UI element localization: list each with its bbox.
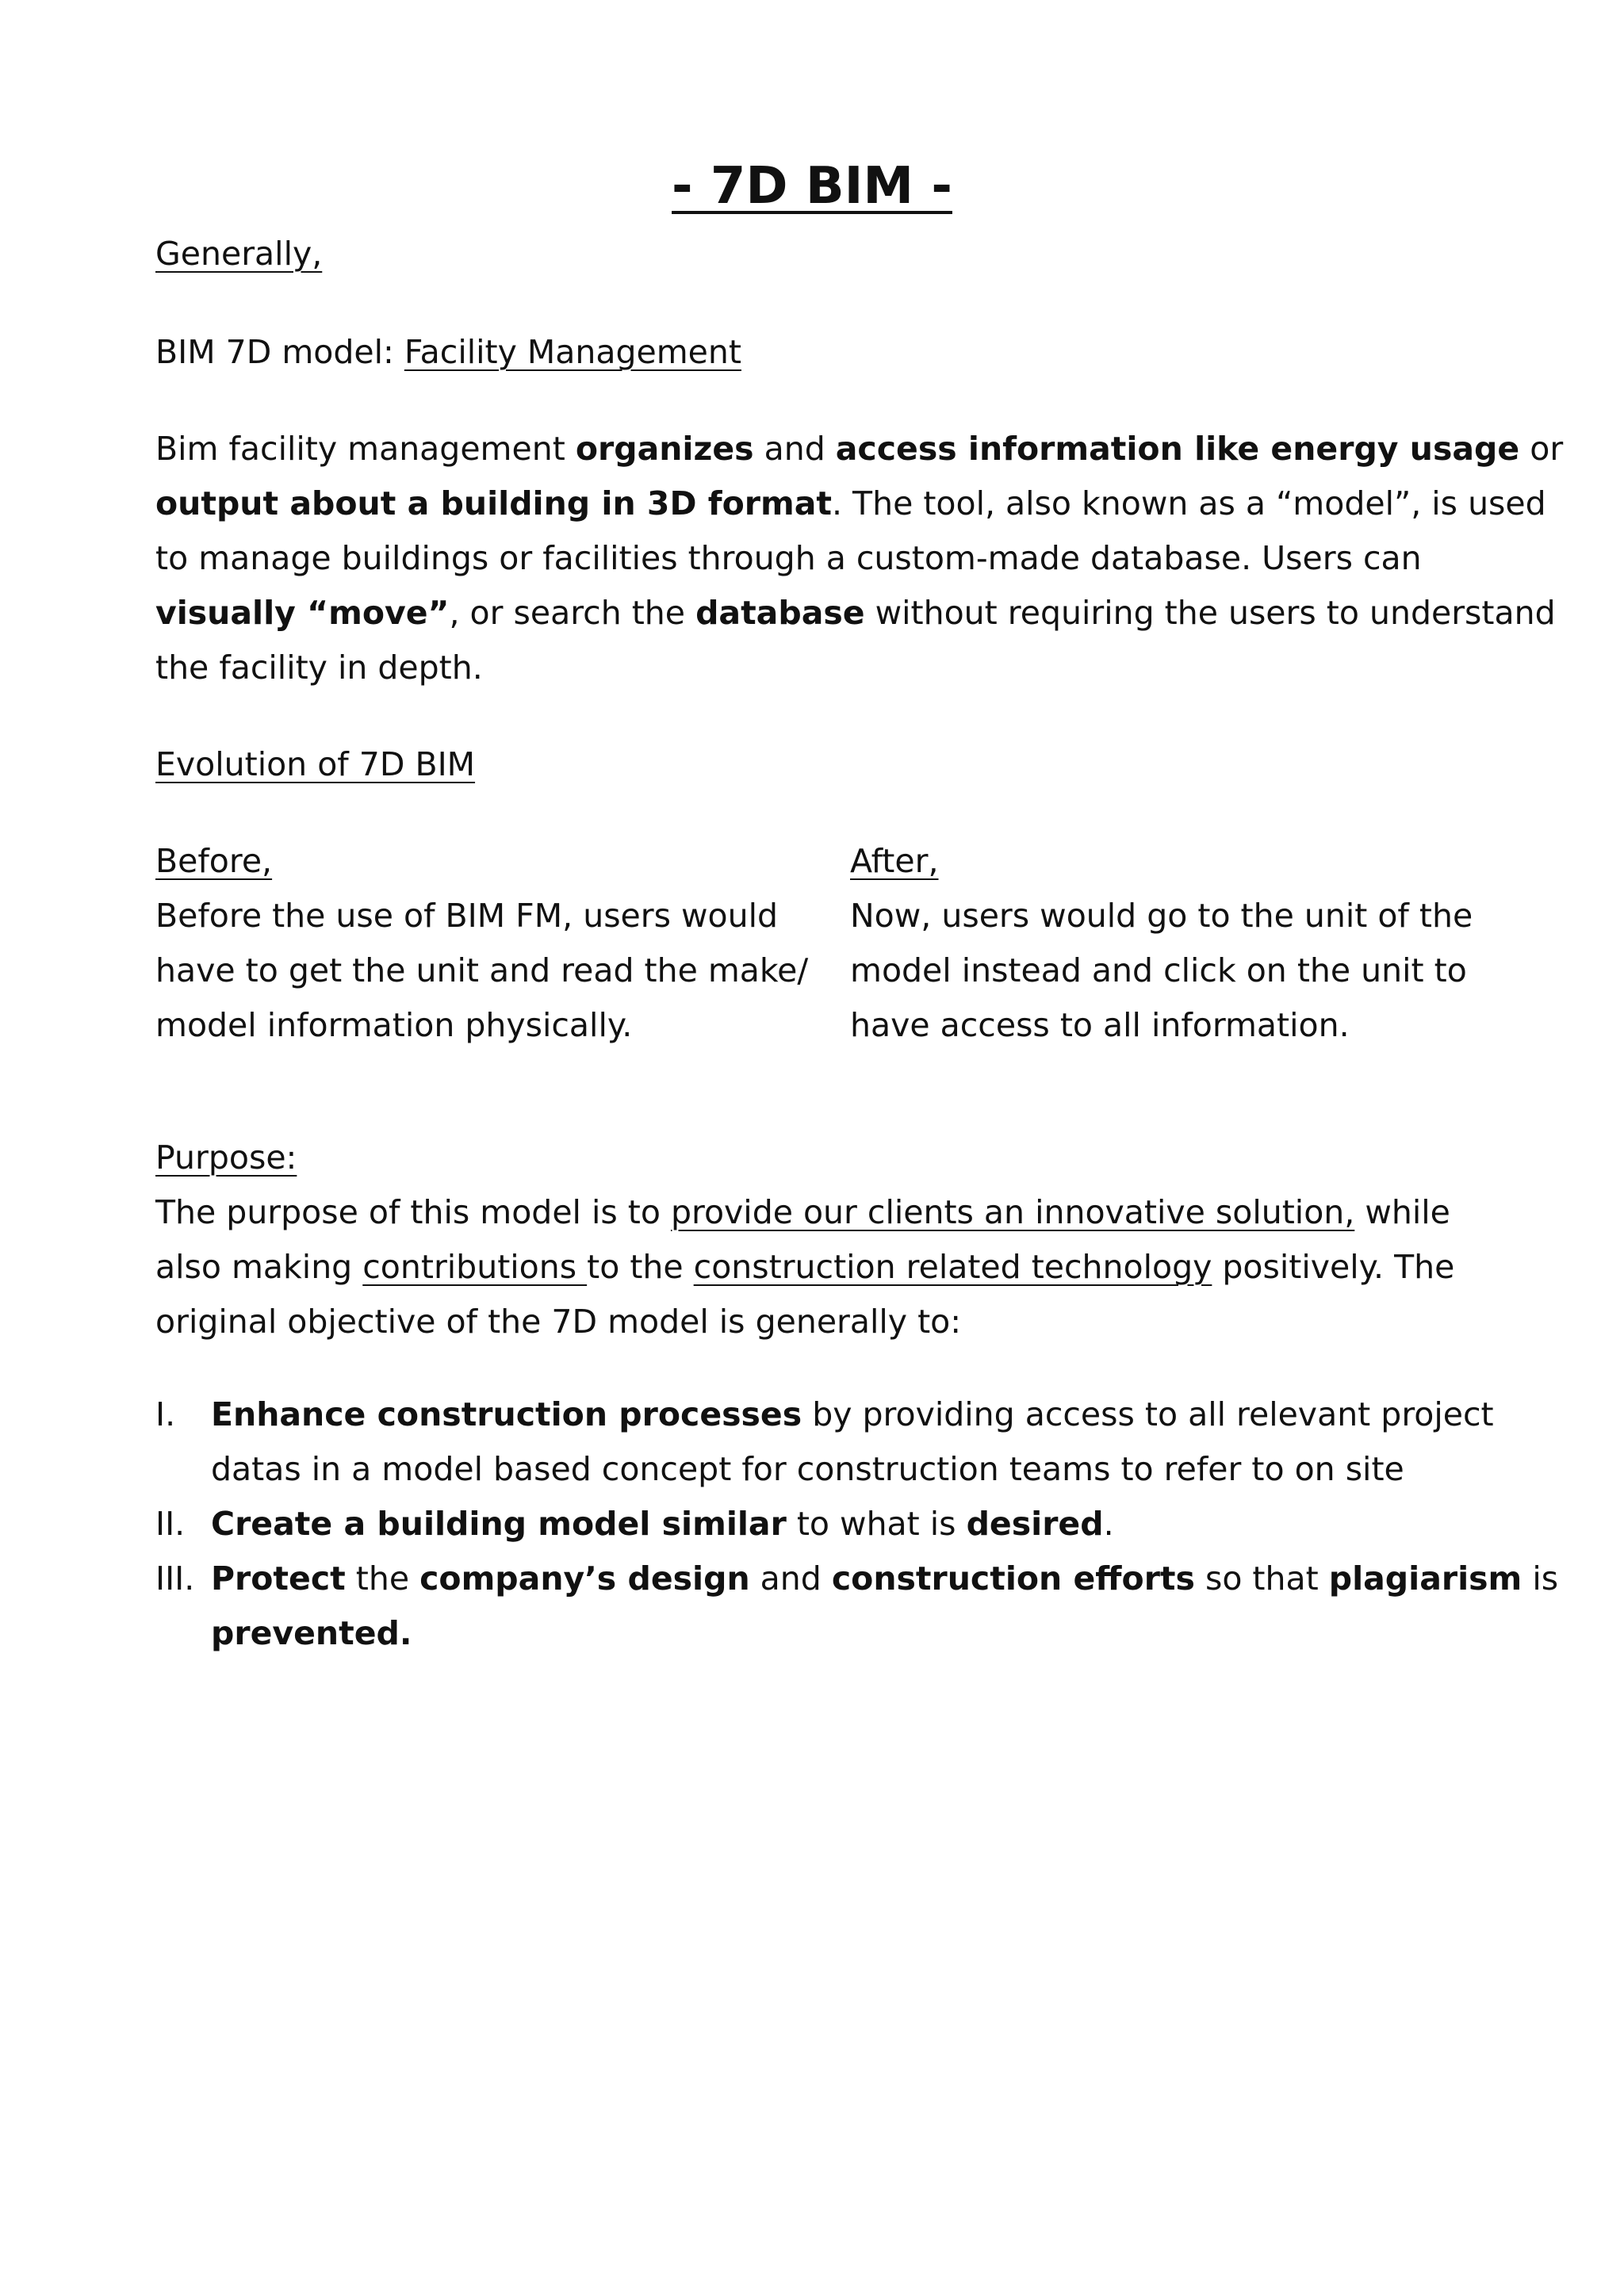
after-heading: After, <box>850 842 939 880</box>
purpose-line-2: also making contributions to the construction related technology positively. The <box>155 1248 1455 1286</box>
document-title: - 7D BIM - <box>672 157 952 216</box>
purpose-line-3: original objective of the 7D model is generally to: <box>155 1303 962 1341</box>
after-line-2: model instead and click on the unit to <box>850 951 1467 989</box>
list-item: III. Protect the company’s design and construction efforts so that plagiarism is prevented. <box>155 1552 1558 1661</box>
before-line-3: model information physically. <box>155 1006 633 1044</box>
objective-list <box>155 1387 1558 1661</box>
intro-line-2: output about a building in 3D format. The tool, also known as a “model”, is used <box>155 484 1546 522</box>
before-line-2: have to get the unit and read the make/ <box>155 951 809 989</box>
after-line-1: Now, users would go to the unit of the <box>850 897 1473 935</box>
purpose-section <box>155 1131 1454 1349</box>
model-value: Facility Management <box>404 333 741 371</box>
model-line <box>155 325 741 380</box>
purpose-heading: Purpose: <box>155 1138 297 1177</box>
purpose-line-1: The purpose of this model is to provide our clients an innovative solution, while <box>155 1193 1450 1231</box>
intro-line-1: Bim facility management organizes and access information like energy usage or <box>155 430 1564 468</box>
before-line-1: Before the use of BIM FM, users would <box>155 897 779 935</box>
before-heading: Before, <box>155 842 273 880</box>
intro-paragraph <box>155 422 1563 695</box>
intro-line-3: to manage buildings or facilities through a custom-made database. Users can <box>155 539 1422 577</box>
evolution-heading: Evolution of 7D BIM <box>155 745 476 783</box>
intro-line-4: visually “move”, or search the database without requiring the users to understand <box>155 594 1556 632</box>
list-number: III. <box>155 1559 195 1598</box>
after-column <box>850 834 1473 1053</box>
model-label: BIM 7D model: <box>155 333 404 371</box>
before-column <box>155 834 808 1053</box>
intro-line-5: the facility in depth. <box>155 649 483 687</box>
list-number: II. <box>155 1505 186 1543</box>
list-item: II. Create a building model similar to what is desired. <box>155 1497 1558 1552</box>
list-item: I. Enhance construction processes by providing access to all relevant project datas in a model based concept for construction teams to refer to on site <box>155 1387 1558 1497</box>
after-line-3: have access to all information. <box>850 1006 1350 1044</box>
generally-heading: Generally, <box>155 235 323 273</box>
list-number: I. <box>155 1395 176 1433</box>
